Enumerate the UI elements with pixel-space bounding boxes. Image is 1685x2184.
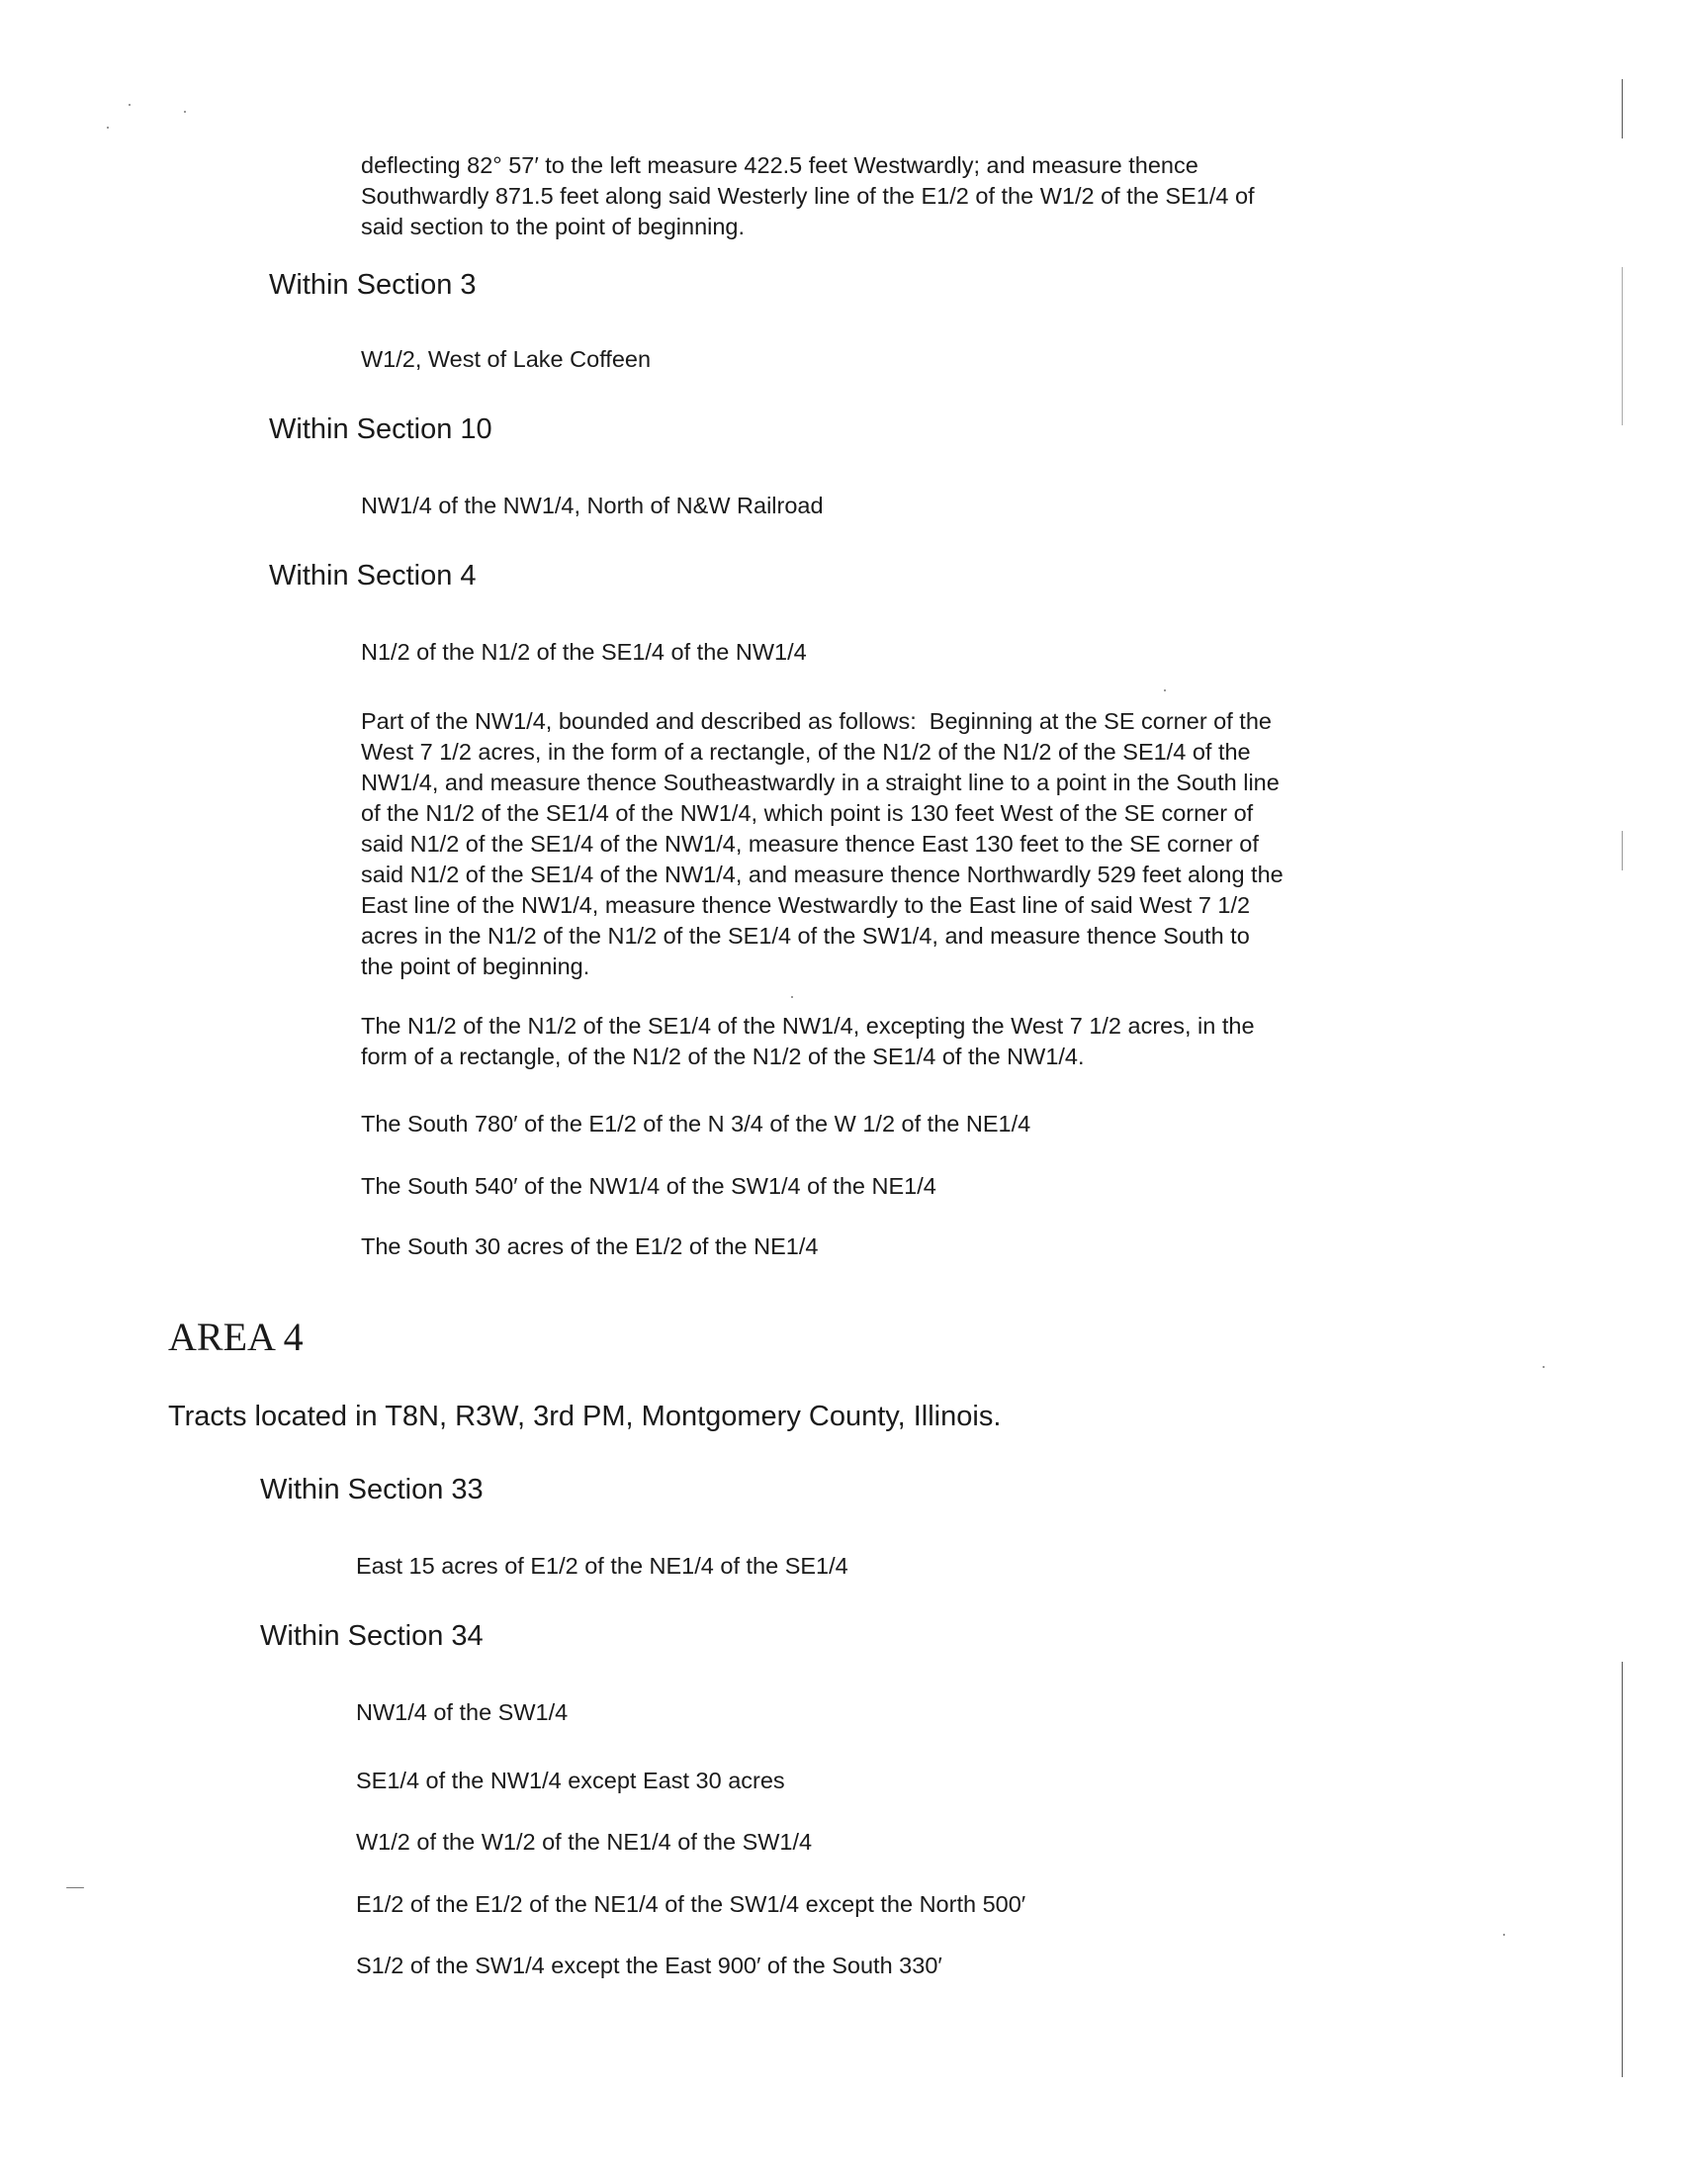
- scan-speck: [107, 127, 109, 129]
- scan-speck: [1543, 1366, 1545, 1368]
- tract-item: S1/2 of the SW1/4 except the East 900′ of the South 330′: [356, 1953, 942, 1978]
- scan-speck: [66, 1887, 84, 1888]
- area-title: AREA 4: [168, 1315, 304, 1359]
- scan-speck: [1503, 1934, 1505, 1936]
- tract-item: SE1/4 of the NW1/4 except East 30 acres: [356, 1768, 785, 1793]
- section-heading: Within Section 4: [269, 560, 477, 592]
- scan-speck: [129, 104, 131, 106]
- scan-speck: [791, 996, 793, 998]
- tract-item: W1/2, West of Lake Coffeen: [361, 346, 652, 372]
- section-heading: Within Section 3: [269, 269, 477, 301]
- scan-edge-mark: [1622, 267, 1623, 425]
- tract-item: NW1/4 of the SW1/4: [356, 1699, 569, 1725]
- tract-item: The South 540′ of the NW1/4 of the SW1/4 of the NE1/4: [361, 1173, 936, 1199]
- section-heading: Within Section 33: [260, 1474, 484, 1505]
- tract-item: East 15 acres of E1/2 of the NE1/4 of the SE1/4: [356, 1553, 848, 1579]
- tract-item: E1/2 of the E1/2 of the NE1/4 of the SW1/4 except the North 500′: [356, 1891, 1026, 1917]
- scan-edge-mark: [1622, 79, 1623, 138]
- scan-speck: [1164, 689, 1166, 691]
- tract-item: The South 30 acres of the E1/2 of the NE1/4: [361, 1233, 819, 1259]
- section-heading: Within Section 34: [260, 1620, 484, 1652]
- area-intro: Tracts located in T8N, R3W, 3rd PM, Montgomery County, Illinois.: [168, 1401, 1002, 1432]
- section-heading: Within Section 10: [269, 413, 492, 445]
- tract-item: W1/2 of the W1/2 of the NE1/4 of the SW1/4: [356, 1829, 813, 1855]
- tract-paragraph: Part of the NW1/4, bounded and described as follows: Beginning at the SE corner of the West 7 1/2 acres, in the form of a rectangle, of the N1/2 of the N1/2 of the SE1/4 of the NW1/4, and measure thence Southeastwardly in a straight line to a point in the South line of the N1/2 of the SE1/4 of the NW1/4, which point is 130 feet West of the SE corner of said N1/2 of the SE1/4 of the NW1/4, measure thence East 130 feet to the SE corner of said N1/2 of the SE1/4 of the NW1/4, and measure thence Northwardly 529 feet along the East line of the NW1/4, measure thence Westwardly to the East line of said West 7 1/2 acres in the N1/2 of the N1/2 of the SE1/4 of the SW1/4, and measure thence South to the point of beginning.: [361, 708, 1284, 979]
- scan-edge-mark: [1622, 1662, 1623, 2077]
- scan-edge-mark: [1622, 831, 1623, 870]
- scan-speck: [184, 111, 186, 113]
- tract-paragraph: The N1/2 of the N1/2 of the SE1/4 of the NW1/4, excepting the West 7 1/2 acres, in the form of a rectangle, of the N1/2 of the N1/2 of the SE1/4 of the NW1/4.: [361, 1013, 1255, 1069]
- tract-item: NW1/4 of the NW1/4, North of N&W Railroad: [361, 493, 824, 518]
- tract-item: N1/2 of the N1/2 of the SE1/4 of the NW1/4: [361, 639, 807, 665]
- tract-item: The South 780′ of the E1/2 of the N 3/4 of the W 1/2 of the NE1/4: [361, 1111, 1031, 1137]
- continuation-paragraph: deflecting 82° 57′ to the left measure 422.5 feet Westwardly; and measure thence Southwardly 871.5 feet along said Westerly line of the E1/2 of the W1/2 of the SE1/4 of said section to the point of beginning.: [361, 152, 1255, 239]
